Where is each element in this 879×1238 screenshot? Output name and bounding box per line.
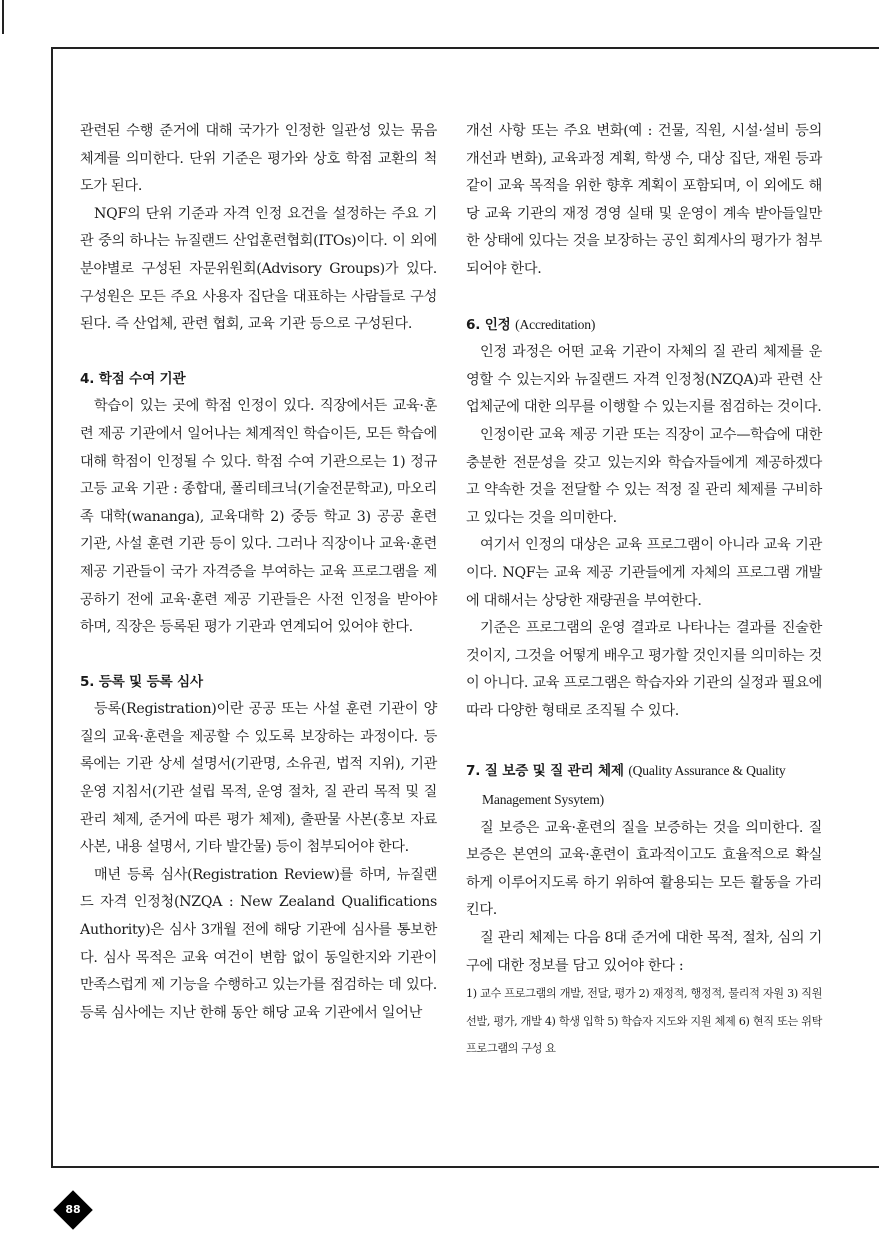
paragraph: 등록(Registration)이란 공공 또는 사설 훈련 기관이 양질의 교육·훈련을 제공할 수 있도록 보장하는 과정이다. 등록에는 기관 상세 설명서(기관명, 소유권, 법적 지위), 기관 운영 지침서(기관 설립 목적, 운영 절차, 질 관리 목적 및 질 관리 체제, 준거에 따른 평가 체제), 출판물 사본(홍보 자료 사본, 내용 설명서, 기타 발간물) 등이 첨부되어야 한다. — [80, 701, 437, 856]
section-heading-6 — [466, 311, 822, 340]
paragraph: 여기서 인정의 대상은 교육 프로그램이 아니라 교육 기관이다. NQF는 교육 제공 기관들에게 자체의 프로그램 개발에 대해서는 상당한 재량권을 부여한다. — [466, 537, 822, 609]
crop-mark — [2, 0, 4, 34]
paragraph: 질 보증은 교육·훈련의 질을 보증하는 것을 의미한다. 질 보증은 본연의 교육·훈련이 효과적이고도 효율적으로 확실하게 이루어지도록 하기 위하여 활용되는 모든 활동을 가리킨다. — [466, 819, 822, 919]
right-column — [466, 118, 822, 1062]
paragraph: 관련된 수행 준거에 대해 국가가 인정한 일관성 있는 묶음 체계를 의미한다. 단위 기준은 평가와 상호 학점 교환의 척도가 된다. — [80, 123, 437, 195]
paragraph: 인정 과정은 어떤 교육 기관이 자체의 질 관리 체제를 운영할 수 있는지와 뉴질랜드 자격 인정청(NZQA)과 관련 산업체군에 대한 의무를 이행할 수 있는지를 점검하는 것이다. — [466, 344, 822, 416]
section-heading-4: 4. 학점 수여 기관 — [80, 370, 186, 387]
heading-english: (Accreditation) — [515, 316, 596, 332]
heading-korean: 6. 인정 — [466, 316, 511, 333]
criteria-list-text: 1) 교수 프로그램의 개발, 전달, 평가 2) 재정적, 행정적, 물리적 자원 3) 직원 선발, 평가, 개발 4) 학생 입학 5) 학습자 지도와 지원 체제 6) 현직 또는 위탁 프로그램의 구성 요 — [466, 987, 822, 1056]
left-column — [80, 118, 437, 1027]
page-number: 88 — [65, 1203, 81, 1216]
paragraph: 매년 등록 심사(Registration Review)를 하며, 뉴질랜드 자격 인정청(NZQA : New Zealand Qualifications Authority)은 심사 3개월 전에 해당 기관에 심사를 통보한다. 심사 목적은 교육 여건이 변함 없이 동일한지와 기관이 만족스럽게 제 기능을 수행하고 있는가를 점검하는 데 있다. 등록 심사에는 지난 한해 동안 해당 교육 기관에서 일어난 — [80, 866, 437, 1021]
paragraph: 인정이란 교육 제공 기관 또는 직장이 교수—학습에 대한 충분한 전문성을 갖고 있는지와 학습자들에게 제공하겠다고 약속한 것을 전달할 수 있는 적정 질 관리 체제를 구비하고 있다는 것을 의미한다. — [466, 426, 822, 526]
paragraph: 개선 사항 또는 주요 변화(예 : 건물, 직원, 시설·설비 등의 개선과 변화), 교육과정 계획, 학생 수, 대상 집단, 재원 등과 같이 교육 목적을 위한 향후 계획이 포함되며, 이 외에도 해당 교육 기관의 재정 경영 실태 및 운영이 계속 받아들일만한 상태에 있다는 것을 보장하는 공인 회계사의 평가가 첨부되어야 한다. — [466, 123, 822, 277]
paragraph: 기준은 프로그램의 운영 결과로 나타나는 결과를 진술한 것이지, 그것을 어떻게 배우고 평가할 것인지를 의미하는 것이 아니다. 교육 프로그램은 학습자와 기관의 실정과 필요에 따라 다양한 형태로 조직될 수 있다. — [466, 620, 822, 719]
heading-korean: 7. 질 보증 및 질 관리 체제 — [466, 763, 624, 780]
section-heading-5: 5. 등록 및 등록 심사 — [80, 673, 203, 690]
paragraph: 학습이 있는 곳에 학점 인정이 있다. 직장에서든 교육·훈련 제공 기관에서 일어나는 체계적인 학습이든, 모든 학습에 대해 학점이 인정될 수 있다. 학점 수여 기관으로는 1) 정규 고등 교육 기관 : 종합대, 폴리테크닉(기술전문학교), 마오리족 대학(wananga), 교육대학 2) 중등 학교 3) 공공 훈련 기관, 사설 훈련 기관 등이 있다. 그러나 직장이나 교육·훈련 제공 기관들이 국가 자격증을 부여하는 교육 프로그램을 제공하기 전에 교육·훈련 제공 기관들은 사전 인정을 받아야 하며, 직장은 등록된 평가 기관과 연계되어 있어야 한다. — [80, 398, 437, 636]
paragraph: 질 관리 체제는 다음 8대 준거에 대한 목적, 절차, 심의 기구에 대한 정보를 담고 있어야 한다 : — [466, 930, 822, 974]
paragraph: NQF의 단위 기준과 자격 인정 요건을 설정하는 주요 기관 중의 하나는 뉴질랜드 산업훈련협회(ITOs)이다. 이 외에 분야별로 구성된 자문위원회(Advisory Groups)가 있다. 구성원은 모든 주요 사용자 집단을 대표하는 사람들로 구성된다. 즉 산업체, 관련 협회, 교육 기관 등으로 구성된다. — [80, 205, 437, 333]
heading-english: (Quality Assurance & Quality Management Sysytem) — [482, 763, 786, 808]
section-heading-7 — [466, 757, 822, 814]
